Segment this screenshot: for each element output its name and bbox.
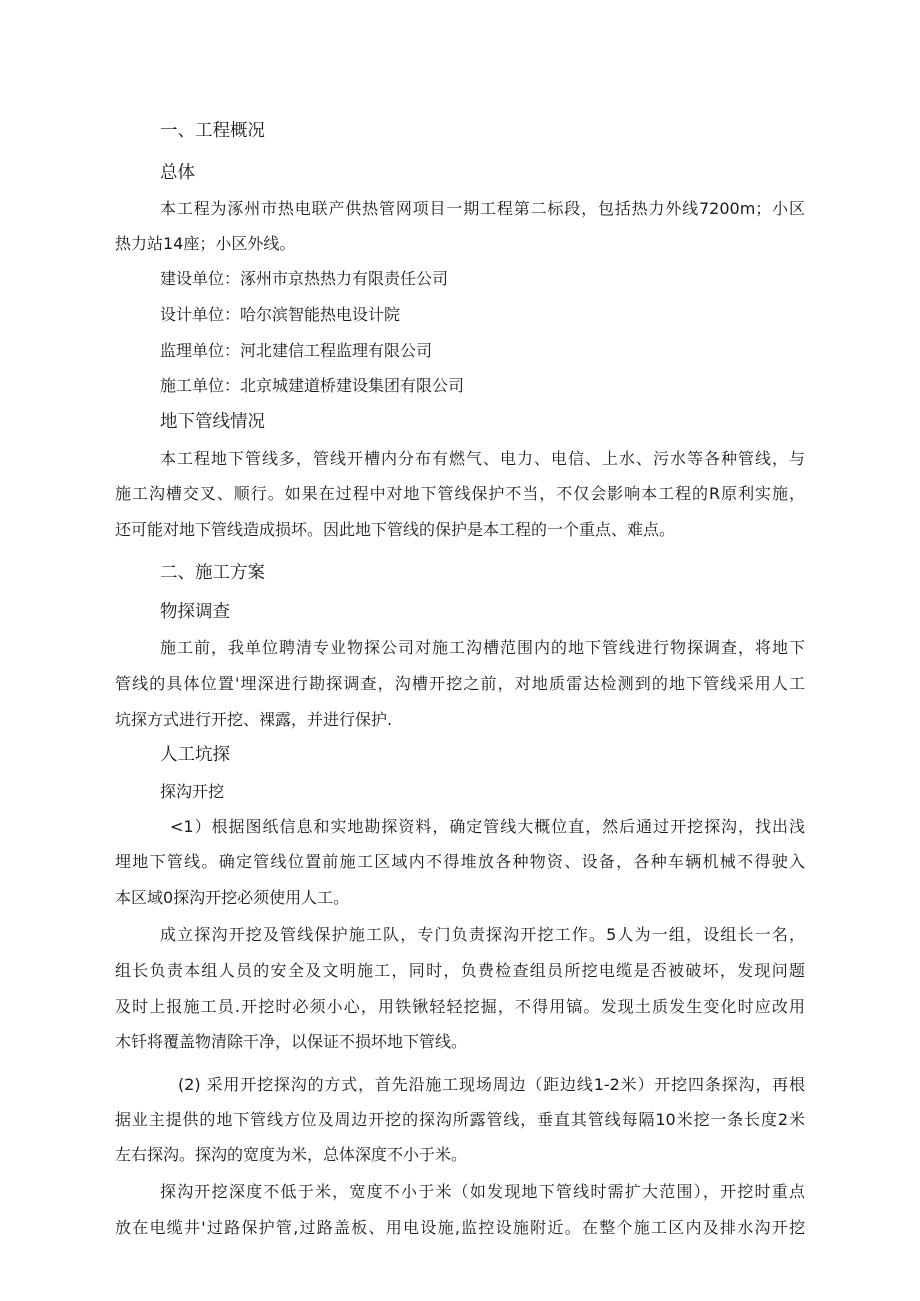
paragraph-3-line: (2) 采用开挖探沟的方式，首先沿施工现场周边（距边线1-2米）开挖四条探沟，再根 [178,1075,805,1094]
subheading-manual-pit: 人工坑探 [160,745,230,765]
paragraph-3-line: 左右探沟。探沟的宽度为米，总体深度不小于米。 [115,1145,468,1164]
paragraph-4-line: 放在电缆井'过路保护管,过路盖板、用电设施,监控设施附近。在整个施工区内及排水沟开挖 [115,1218,805,1237]
paragraph-4-line: 探沟开挖深度不低于米，宽度不小于米（如发现地下管线时需扩大范围），开挖时重点 [160,1182,805,1201]
subheading-trench: 探沟开挖 [160,782,225,801]
subheading-pipeline: 地下管线情况 [160,412,265,432]
paragraph-2-line: 成立探沟开挖及管线保护施工队，专门负责探沟开挖工作。5人为一组，设组长一名， [160,925,805,944]
survey-line: 施工前，我单位聘清专业物探公司对施工沟槽范围内的地下管线进行物探调查，将地下 [160,638,805,657]
pipeline-line: 本工程地下管线多，管线开槽内分布有燃气、电力、电信、上水、污水等各种管线，与 [160,449,805,468]
survey-line: 管线的具体位置'埋深进行勘探调查，沟槽开挖之前，对地质雷达检测到的地下管线采用人工 [115,674,805,693]
overall-line: 热力站14座；小区外线。 [115,234,296,253]
unit-supervision: 监理单位：河北建信工程监理有限公司 [160,341,433,360]
paragraph-2-line: 及时上报施工员.开挖时必须小心，用铁锹轻轻挖掘，不得用镐。发现土质发生变化时应改用 [115,997,805,1016]
paragraph-3-line: 据业主提供的地下管线方位及周边开挖的探沟所露管线，垂直其管线每隔10米挖一条长度2米 [115,1110,805,1129]
unit-design: 设计单位：哈尔滨智能热电设计院 [160,305,401,324]
subheading-survey: 物探调查 [160,602,230,622]
paragraph-1-line: <1）根据图纸信息和实地勘探资料，确定管线大概位直，然后通过开挖探沟，找出浅 [170,817,805,836]
unit-contractor: 施工单位：北京城建道桥建设集团有限公司 [160,376,465,395]
survey-line: 坑探方式进行开挖、裸露，并进行保护. [115,710,393,729]
paragraph-1-line: 本区域0探沟开挖必须使用人工。 [115,888,350,907]
subheading-overall: 总体 [160,163,195,183]
pipeline-line: 施工沟槽交叉、顺行。如果在过程中对地下管线保护不当，不仅会影响本工程的R原利实施， [115,484,805,503]
pipeline-line: 还可能对地下管线造成损坏。因此地下管线的保护是本工程的一个重点、难点。 [115,520,676,539]
section-heading-overview: 一、工程概况 [160,121,265,141]
unit-construction: 建设单位：涿州市京热热力有限责任公司 [160,269,449,288]
overall-line: 本工程为涿州市热电联产供热管网项目一期工程第二标段，包括热力外线7200m；小区 [160,199,805,218]
section-heading-plan: 二、施工方案 [160,563,265,583]
paragraph-2-line: 木钎将覆盖物清除干净，以保证不损坏地下管线。 [115,1032,468,1051]
paragraph-1-line: 埋地下管线。确定管线位置前施工区域内不得堆放各种物资、设备，各种车辆机械不得驶入 [115,852,805,871]
paragraph-2-line: 组长负责本组人员的安全及文明施工，同时，负费检查组员所挖电缆是否被破坏，发现问题 [115,961,805,980]
